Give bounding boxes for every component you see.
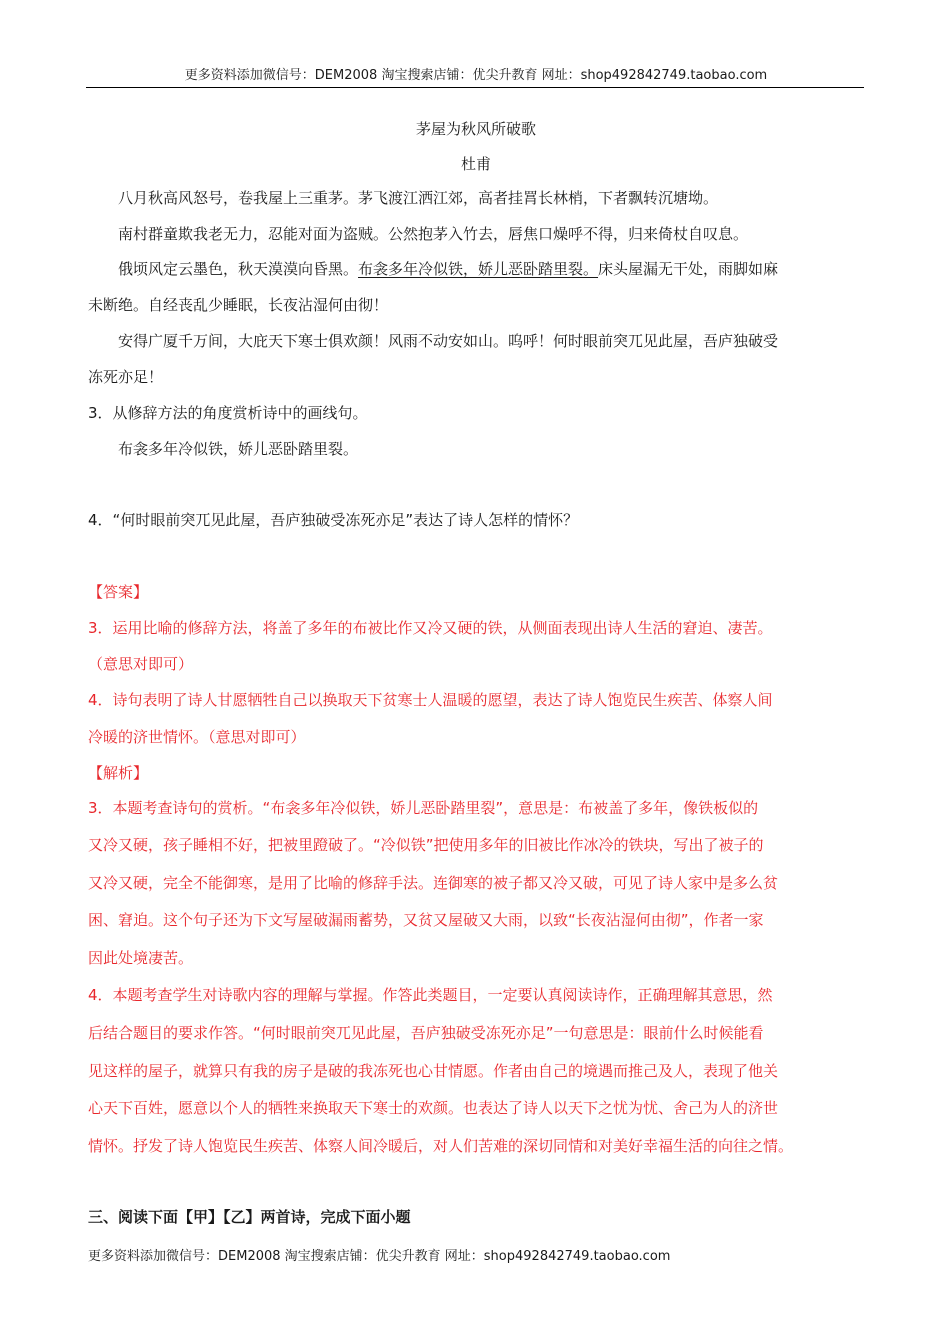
poem-stanza-4: 安得广厦千万间，大庇天下寒士俱欢颜！风雨不动安如山。呜呼！何时眼前突兀见此屋，吾庐独破受: [118, 332, 779, 350]
header-divider: [86, 87, 864, 88]
question-4: 4．“何时眼前突兀见此屋，吾庐独破受冻死亦足”表达了诗人怎样的情怀？: [88, 511, 579, 529]
analysis-3-line-5: 因此处境凄苦。: [88, 949, 194, 967]
poem-stanza-3: [118, 259, 864, 279]
answer-3-line-2: （意思对即可）: [88, 655, 194, 673]
question-3-quote: 布衾多年冷似铁，娇儿恶卧踏里裂。: [118, 440, 359, 458]
poem-stanza-3-continued: 未断绝。自经丧乱少睡眠，长夜沾湿何由彻！: [88, 296, 389, 314]
poem-author: 杜甫: [460, 155, 491, 173]
analysis-3-line-4: 困、窘迫。这个句子还为下文写屋破漏雨蓄势，又贫又屋破又大雨，以致“长夜沾湿何由彻”，作者一家: [88, 911, 764, 929]
answer-4-line-1: 4．诗句表明了诗人甘愿牺牲自己以换取天下贫寒士人温暖的愿望，表达了诗人饱览民生疾苦、体察人间: [88, 691, 773, 709]
poem-stanza-3-post: 床头屋漏无干处，雨脚如麻: [598, 260, 779, 278]
analysis-4-line-5: 情怀。抒发了诗人饱览民生疾苦、体察人间冷暖后，对人们苦难的深切同情和对美好幸福生活的向往之情。: [88, 1137, 794, 1155]
analysis-3-line-3: 又冷又硬，完全不能御寒，是用了比喻的修辞手法。连御寒的被子都又冷又破，可见了诗人家中是多么贫: [88, 874, 779, 892]
analysis-4-line-2: 后结合题目的要求作答。“何时眼前突兀见此屋，吾庐独破受冻死亦足”一句意思是：眼前什么时候能看: [88, 1024, 764, 1042]
analysis-3-line-1: 3．本题考查诗句的赏析。“布衾多年冷似铁，娇儿恶卧踏里裂”，意思是：布被盖了多年，像铁板似的: [88, 799, 759, 817]
poem-stanza-1: 八月秋高风怒号，卷我屋上三重茅。茅飞渡江洒江郊，高者挂罥长林梢，下者飘转沉塘坳。: [118, 189, 719, 207]
section-title: 三、阅读下面【甲】【乙】两首诗，完成下面小题: [88, 1208, 411, 1226]
poem-title: 茅屋为秋风所破歌: [415, 120, 536, 138]
analysis-4-line-1: 4．本题考查学生对诗歌内容的理解与掌握。作答此类题目，一定要认真阅读诗作，正确理解其意思，然: [88, 986, 773, 1004]
page-header: 更多资料添加微信号：DEM2008 淘宝搜索店铺：优尖升教育 网址：shop492842749.taobao.com: [184, 68, 768, 83]
poem-stanza-2: 南村群童欺我老无力，忍能对面为盗贼。公然抱茅入竹去，唇焦口燥呼不得，归来倚杖自叹息。: [118, 225, 749, 243]
answer-3-line-1: 3．运用比喻的修辞方法，将盖了多年的布被比作又冷又硬的铁，从侧面表现出诗人生活的窘迫、凄苦。: [88, 619, 773, 637]
answer-4-line-2: 冷暖的济世情怀。（意思对即可）: [88, 728, 306, 746]
underlined-verse: 布衾多年冷似铁，娇儿恶卧踏里裂。: [358, 260, 599, 278]
question-3: 3．从修辞方法的角度赏析诗中的画线句。: [88, 404, 368, 422]
analysis-heading: 【解析】: [88, 764, 149, 782]
page-footer: 更多资料添加微信号：DEM2008 淘宝搜索店铺：优尖升教育 网址：shop492842749.taobao.com: [88, 1249, 671, 1264]
analysis-4-line-3: 见这样的屋子，就算只有我的房子是破的我冻死也心甘情愿。作者由自己的境遇而推己及人，表现了他关: [88, 1062, 779, 1080]
poem-stanza-3-pre: 俄顷风定云墨色，秋天漠漠向昏黑。: [118, 260, 359, 278]
analysis-3-line-2: 又冷又硬，孩子睡相不好，把被里蹬破了。“冷似铁”把使用多年的旧被比作冰冷的铁块，写出了被子的: [88, 836, 764, 854]
answer-heading: 【答案】: [88, 583, 149, 601]
poem-stanza-4-continued: 冻死亦足！: [88, 368, 164, 386]
analysis-4-line-4: 心天下百姓，愿意以个人的牺牲来换取天下寒士的欢颜。也表达了诗人以天下之忧为忧、舍己为人的济世: [88, 1099, 779, 1117]
